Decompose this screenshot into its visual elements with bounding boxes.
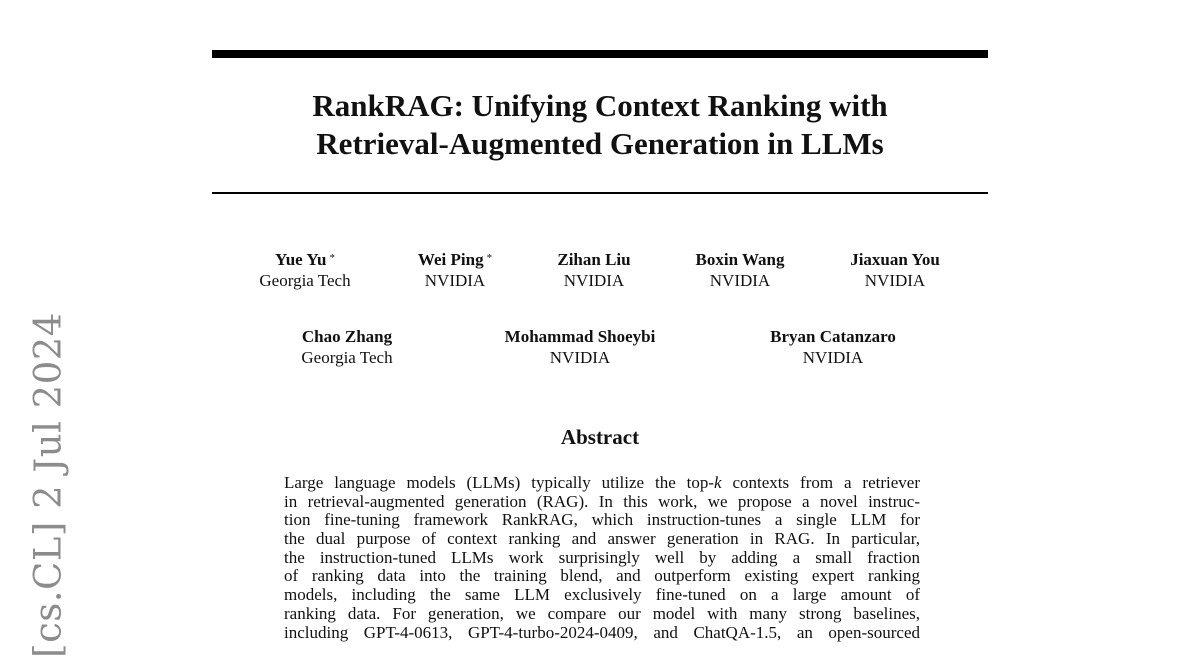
abstract-line: ranking data. For generation, we compare our model with many strong baselines, bbox=[284, 604, 920, 623]
author-affiliation: NVIDIA bbox=[424, 271, 486, 290]
author-name: Chao Zhang bbox=[301, 327, 393, 346]
author-block bbox=[259, 249, 350, 291]
equal-contribution-mark: * bbox=[486, 252, 493, 264]
abstract-line: of ranking data into the training blend, and outperform existing expert ranking bbox=[284, 567, 920, 586]
author-block bbox=[696, 249, 785, 291]
author-affiliation: Georgia Tech bbox=[301, 348, 393, 367]
abstract-line: tion fine-tuning framework RankRAG, which instruction-tunes a single LLM for bbox=[284, 511, 920, 530]
abstract-line bbox=[284, 474, 920, 493]
equal-contribution-mark: * bbox=[329, 252, 335, 264]
author-affiliation: NVIDIA bbox=[549, 348, 611, 367]
author-affiliation: NVIDIA bbox=[864, 271, 926, 290]
title-bottom-rule bbox=[212, 192, 988, 194]
title-top-rule bbox=[212, 50, 988, 58]
author-affiliation: NVIDIA bbox=[709, 271, 771, 290]
author-affiliation: NVIDIA bbox=[563, 271, 625, 290]
author-block bbox=[850, 249, 940, 291]
title-line: RankRAG: Unifying Context Ranking with bbox=[312, 88, 888, 123]
abstract-line: the instruction-tuned LLMs work surprisingly well by adding a small fraction bbox=[284, 548, 920, 567]
abstract-text: Large language models (LLMs) typically utilize the top- bbox=[284, 474, 715, 492]
abstract-math-k: k bbox=[714, 474, 722, 492]
author-block bbox=[557, 249, 630, 291]
author-name: Mohammad Shoeybi bbox=[504, 327, 656, 346]
author-name: Boxin Wang bbox=[695, 250, 785, 269]
author-affiliation: NVIDIA bbox=[802, 348, 864, 367]
author-name: Zihan Liu bbox=[557, 250, 631, 269]
author-block bbox=[418, 249, 492, 291]
author-affiliation: Georgia Tech bbox=[259, 271, 351, 290]
author-block bbox=[770, 326, 896, 368]
abstract-line: in retrieval-augmented generation (RAG). In this work, we propose a novel instruc- bbox=[284, 492, 920, 511]
abstract-text: contexts from a retriever bbox=[721, 474, 920, 492]
abstract-line: models, including the same LLM exclusively fine-tuned on a large amount of bbox=[284, 586, 920, 605]
abstract-body bbox=[284, 474, 920, 642]
author-name: Bryan Catanzaro bbox=[770, 327, 896, 346]
title-line: Retrieval-Augmented Generation in LLMs bbox=[316, 126, 884, 161]
author-name: Yue Yu bbox=[274, 250, 327, 269]
author-block bbox=[505, 326, 656, 368]
author-block bbox=[301, 326, 392, 368]
abstract-line: including GPT-4-0613, GPT-4-turbo-2024-0409, and ChatQA-1.5, an open-sourced bbox=[284, 623, 920, 642]
author-name: Jiaxuan You bbox=[850, 250, 940, 269]
author-name: Wei Ping bbox=[417, 250, 484, 269]
paper-title bbox=[212, 87, 988, 163]
abstract-line: the dual purpose of context ranking and answer generation in RAG. In particular, bbox=[284, 530, 920, 549]
abstract-heading: Abstract bbox=[560, 425, 640, 449]
arxiv-identifier: [cs.CL] 2 Jul 2024 bbox=[26, 312, 70, 658]
